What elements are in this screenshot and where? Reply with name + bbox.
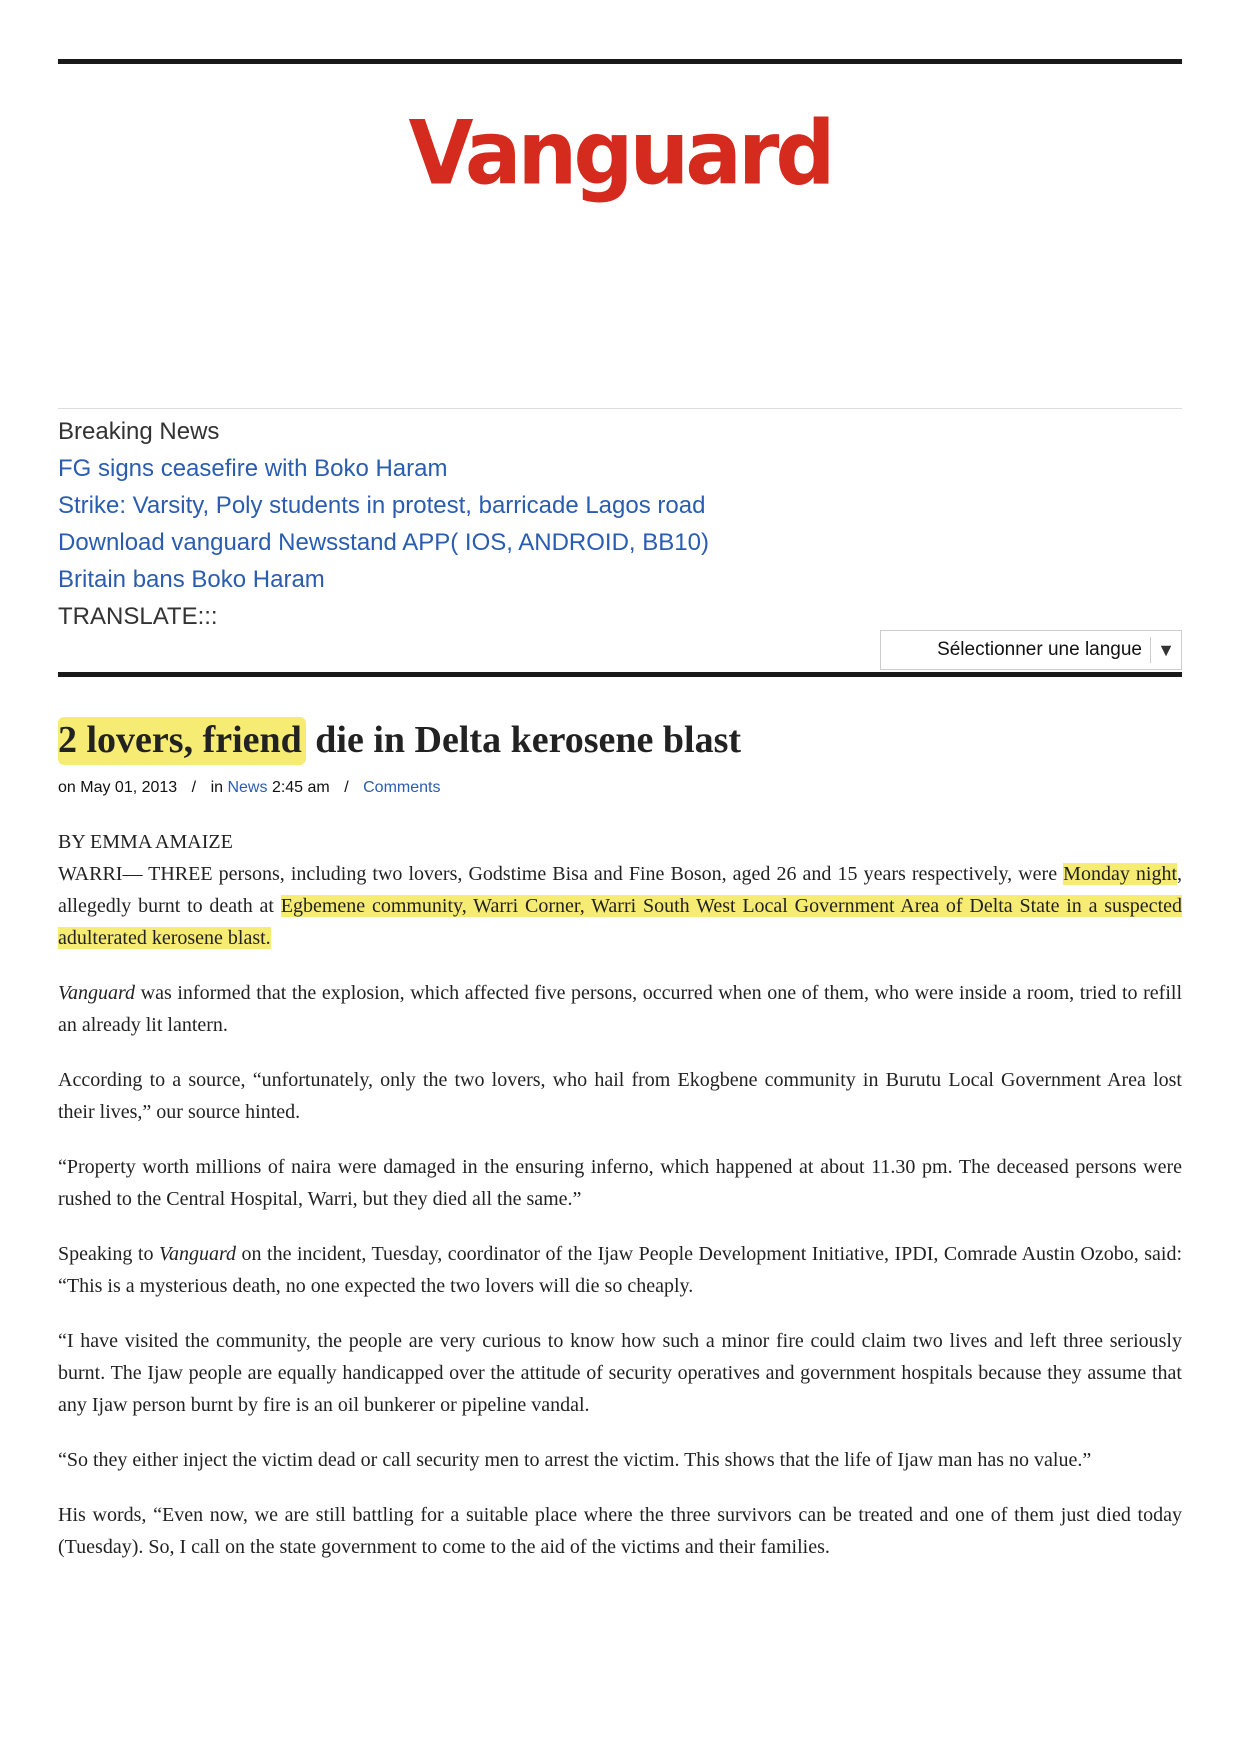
p1-text-b: , allegedly burnt to death at xyxy=(58,863,1182,917)
meta-separator: / xyxy=(191,779,197,796)
section-rule xyxy=(58,672,1182,677)
breaking-link-2[interactable]: Strike: Varsity, Poly students in protest, barricade Lagos road xyxy=(58,492,706,519)
p5-text-a: Speaking to xyxy=(58,1243,159,1265)
paragraph-1 xyxy=(58,858,1182,954)
logo-text: Vanguard xyxy=(408,101,832,205)
meta-time: 2:45 am xyxy=(271,779,330,796)
p1-highlight-1: Monday night xyxy=(1063,863,1177,885)
breaking-link-4[interactable]: Britain bans Boko Haram xyxy=(58,566,325,593)
paragraph-7: “So they either inject the victim dead or call security men to arrest the victim. This shows that the life of Ijaw man has no value.” xyxy=(58,1449,1092,1471)
divider xyxy=(58,408,1182,409)
title-rest: die in Delta kerosene blast xyxy=(305,719,742,761)
meta-in-label: in xyxy=(210,779,224,796)
p2-emphasis: Vanguard xyxy=(58,982,136,1004)
p5-emphasis: Vanguard xyxy=(159,1243,237,1265)
p1-highlight-2: Egbemene community, Warri Corner, Warri South West Local Government Area of Delta State in a suspected adulterated kerosene blast. xyxy=(58,895,1182,949)
article-meta xyxy=(58,779,440,797)
p1-text-a: WARRI— THREE persons, including two lovers, Godstime Bisa and Fine Boson, aged 26 and 15 years respectively, were xyxy=(58,863,1064,885)
breaking-news-heading: Breaking News xyxy=(58,418,220,445)
paragraph-5 xyxy=(58,1238,1182,1302)
byline: BY EMMA AMAIZE xyxy=(58,831,233,853)
paragraph-6: “I have visited the community, the people are very curious to know how such a minor fire could claim two lives and left three seriously burnt. The Ijaw people are equally handicapped over the attitude of security operatives and government hospitals because they assume that any Ijaw person burnt by fire is an oil bunkerer or pipeline vandal. xyxy=(58,1330,1182,1416)
vanguard-logo[interactable] xyxy=(58,101,1182,205)
category-link[interactable]: News xyxy=(227,779,268,796)
language-select[interactable] xyxy=(880,630,1182,670)
paragraph-2 xyxy=(58,977,1182,1041)
paragraph-8: His words, “Even now, we are still battling for a suitable place where the three survivors can be treated and one of them just died today (Tuesday). So, I call on the state government to come to the aid of the victims and their families. xyxy=(58,1504,1182,1558)
meta-date: on May 01, 2013 xyxy=(58,779,178,796)
article-title xyxy=(58,718,741,762)
title-highlight: 2 lovers, friend xyxy=(58,717,306,765)
paragraph-3: According to a source, “unfortunately, only the two lovers, who hail from Ekogbene community in Burutu Local Government Area lost their lives,” our source hinted. xyxy=(58,1069,1182,1123)
breaking-news-block xyxy=(58,413,709,635)
breaking-link-3[interactable]: Download vanguard Newsstand APP( IOS, ANDROID, BB10) xyxy=(58,529,709,556)
language-select-value: Sélectionner une langue xyxy=(937,639,1142,660)
meta-separator: / xyxy=(344,779,349,796)
breaking-link-1[interactable]: FG signs ceasefire with Boko Haram xyxy=(58,455,448,482)
top-rule xyxy=(58,59,1182,64)
dropdown-triangle-icon[interactable]: ▼ xyxy=(1157,639,1175,660)
translate-label: TRANSLATE::: xyxy=(58,603,218,630)
article-body xyxy=(58,826,1182,1586)
p2-text: was informed that the explosion, which affected five persons, occurred when one of them, who were inside a room, tried to refill an already lit lantern. xyxy=(58,982,1182,1036)
paragraph-4: “Property worth millions of naira were damaged in the ensuring inferno, which happened at about 11.30 pm. The deceased persons were rushed to the Central Hospital, Warri, but they died all the same.” xyxy=(58,1156,1182,1210)
comments-link[interactable]: Comments xyxy=(363,779,441,796)
p5-text-b: on the incident, Tuesday, coordinator of the Ijaw People Development Initiative, IPDI, Comrade Austin Ozobo, said: “This is a mysterious death, no one expected the two lovers will die so cheaply. xyxy=(58,1243,1183,1297)
